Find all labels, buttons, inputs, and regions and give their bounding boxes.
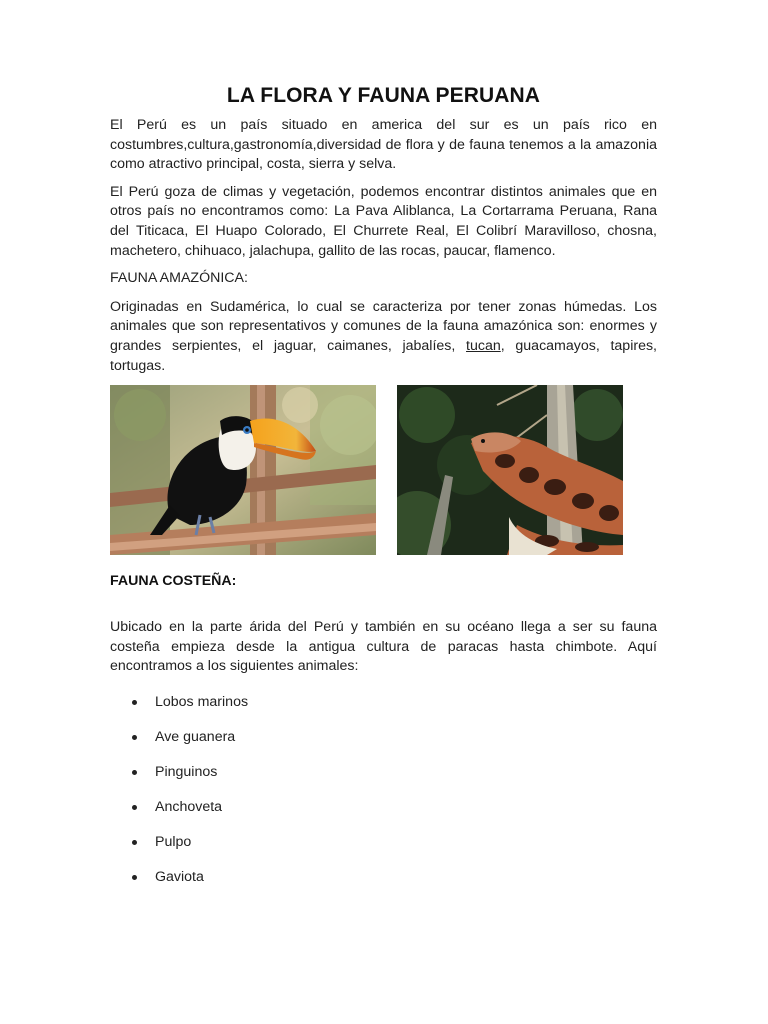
list-item: Ave guanera bbox=[110, 728, 657, 763]
bullet-icon bbox=[132, 840, 137, 845]
document-page bbox=[110, 84, 657, 903]
section-heading-amazonica: FAUNA AMAZÓNICA: bbox=[110, 270, 248, 287]
section-heading-costena: FAUNA COSTEÑA: bbox=[110, 573, 237, 590]
amazonica-text-end: , guacamayos, tapires, tortugas. bbox=[110, 337, 658, 374]
bullet-icon bbox=[132, 805, 137, 810]
amazonica-paragraph bbox=[110, 298, 657, 376]
list-item: Anchoveta bbox=[110, 798, 657, 833]
bullet-icon bbox=[132, 770, 137, 775]
animal-list bbox=[110, 693, 657, 903]
list-item: Pulpo bbox=[110, 833, 657, 868]
bullet-icon bbox=[132, 875, 137, 880]
bullet-icon bbox=[132, 735, 137, 740]
photo-row bbox=[110, 385, 657, 555]
tucan-link[interactable]: tucan bbox=[466, 337, 501, 354]
climate-paragraph: El Perú goza de climas y vegetación, podemos encontrar distintos animales que en otros país no encontramos como: La Pava Aliblanca, La Cortarrama Peruana, Rana del Titicaca, El Huapo Colorado, El Churrete Real, El Colibrí Maravilloso, chosna, machetero, chihuaco, jalachupa, gallito de las rocas, paucar, flamenco. bbox=[110, 183, 657, 259]
toucan-photo bbox=[110, 385, 376, 555]
document-title: LA FLORA Y FAUNA PERUANA bbox=[226, 84, 541, 107]
costena-paragraph: Ubicado en la parte árida del Perú y también en su océano llega a ser su fauna costeña empieza desde la antigua cultura de paracas hasta chimbote. Aquí encontramos a los siguientes animales: bbox=[110, 619, 657, 675]
amazonica-text-start: Originadas en Sudamérica, lo cual se caracteriza por tener zonas húmedas. Los animales que son representativos y comunes de la fauna amazónica son: enormes y grandes serpientes, el jaguar, caimanes, jabalíes, bbox=[110, 298, 657, 354]
intro-paragraph: El Perú es un país situado en america del sur es un país rico en costumbres,cultura,gastronomía,diversidad de flora y de fauna tenemos a la amazonia como atractivo principal, costa, sierra y selva. bbox=[110, 117, 657, 173]
list-item: Pinguinos bbox=[110, 763, 657, 798]
list-item: Gaviota bbox=[110, 868, 657, 903]
bullet-icon bbox=[132, 700, 137, 705]
snake-photo bbox=[397, 385, 623, 555]
list-item: Lobos marinos bbox=[110, 693, 657, 728]
